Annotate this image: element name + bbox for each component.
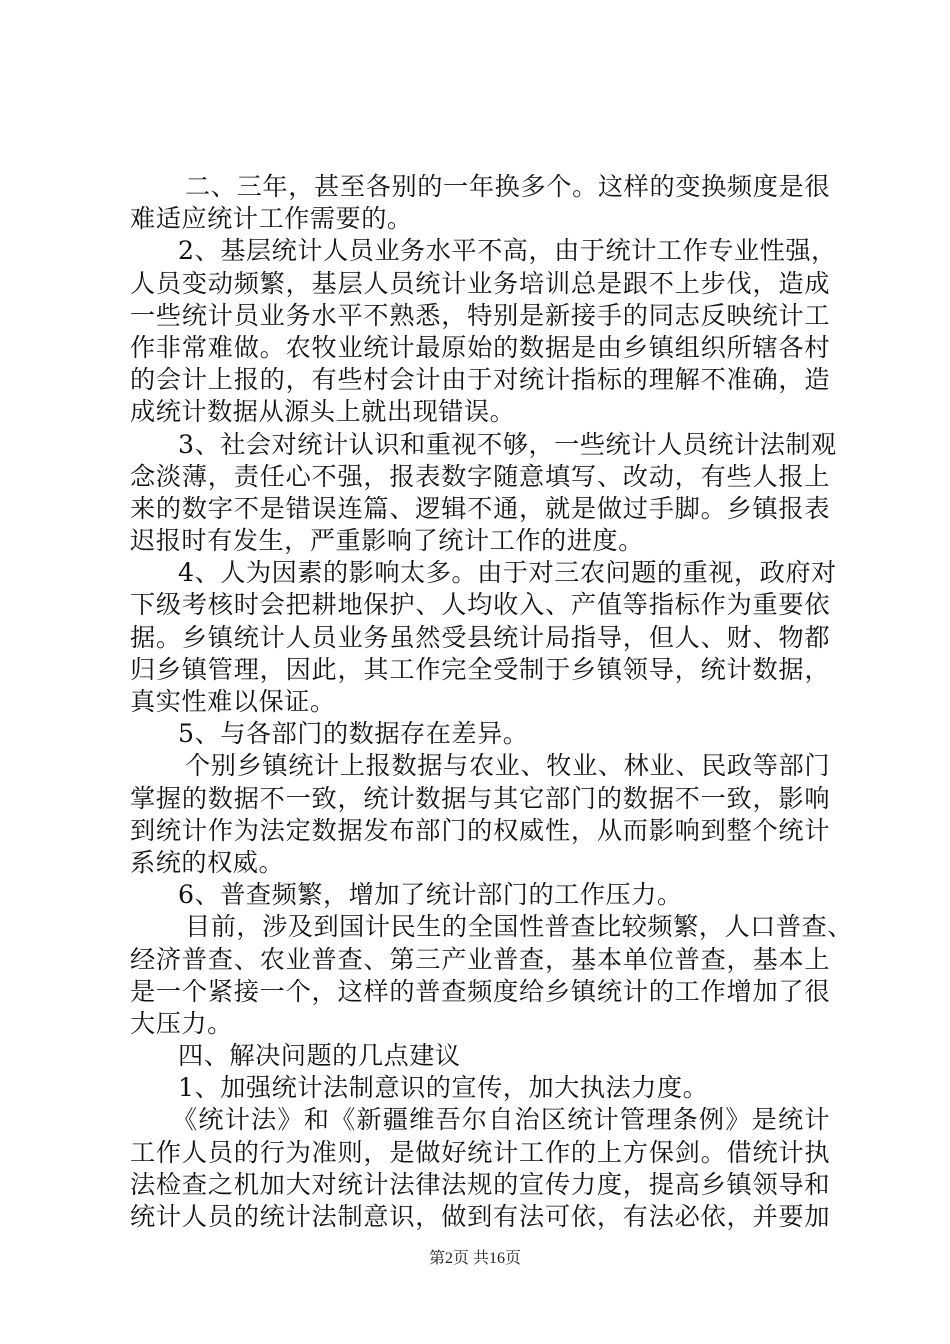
text-line: 一些统计员业务水平不熟悉，特别是新接手的同志反映统计工 <box>130 300 830 330</box>
text-line: 经济普查、农业普查、第三产业普查，基本单位普查，基本上 <box>130 944 830 974</box>
section-heading: 6、普查频繁，增加了统计部门的工作压力。 <box>178 880 683 910</box>
text-line: 目前，涉及到国计民生的全国性普查比较频繁，人口普查、 <box>185 912 853 942</box>
text-line: 的会计上报的，有些村会计由于对统计指标的理解不准确，造 <box>130 365 830 395</box>
text-line: 下级考核时会把耕地保护、人均收入、产值等指标作为重要依 <box>130 590 830 620</box>
text-line: 4、人为因素的影响太多。由于对三农问题的重视，政府对 <box>178 558 837 588</box>
text-line: 工作人员的行为准则，是做好统计工作的上方保剑。借统计执 <box>130 1137 830 1167</box>
text-line: 大压力。 <box>130 1008 233 1038</box>
text-line: 法检查之机加大对统计法律法规的宣传力度，提高乡镇领导和 <box>130 1169 830 1199</box>
text-line: 据。乡镇统计人员业务虽然受县统计局指导，但人、财、物都 <box>130 622 830 652</box>
section-heading: 5、与各部门的数据存在差异。 <box>178 719 529 749</box>
section-heading: 1、加强统计法制意识的宣传，加大执法力度。 <box>178 1073 709 1103</box>
section-heading: 四、解决问题的几点建议 <box>178 1041 461 1071</box>
document-body <box>130 171 853 1233</box>
text-line: 真实性难以保证。 <box>130 687 336 716</box>
text-line: 念淡薄，责任心不强，报表数字随意填写、改动，有些人报上 <box>130 461 830 491</box>
text-line: 是一个紧接一个，这样的普查频度给乡镇统计的工作增加了很 <box>130 976 830 1006</box>
text-line: 来的数字不是错误连篇、逻辑不通，就是做过手脚。乡镇报表 <box>130 493 830 523</box>
text-line: 成统计数据从源头上就出现错误。 <box>130 397 516 427</box>
text-line: 3、社会对统计认识和重视不够，一些统计人员统计法制观 <box>178 429 837 459</box>
text-line: 迟报时有发生，严重影响了统计工作的进度。 <box>130 526 644 556</box>
text-line: 系统的权威。 <box>130 847 285 877</box>
text-line: 2、基层统计人员业务水平不高，由于统计工作专业性强， <box>178 236 837 266</box>
text-line: 难适应统计工作需要的。 <box>130 204 413 234</box>
text-line: 二、三年，甚至各别的一年换多个。这样的变换频度是很 <box>185 172 830 201</box>
page-number-footer: 第2页 共16页 <box>428 1250 521 1267</box>
text-line: 人员变动频繁，基层人员统计业务培训总是跟不上步伐，造成 <box>130 268 830 298</box>
text-line: 作非常难做。农牧业统计最原始的数据是由乡镇组织所辖各村 <box>130 332 830 362</box>
text-line: 《统计法》和《新疆维吾尔自治区统计管理条例》是统计 <box>172 1105 830 1135</box>
text-line: 到统计作为法定数据发布部门的权威性，从而影响到整个统计 <box>130 815 830 845</box>
text-line: 个别乡镇统计上报数据与农业、牧业、林业、民政等部门 <box>185 751 830 781</box>
text-line: 掌握的数据不一致，统计数据与其它部门的数据不一致，影响 <box>130 783 830 813</box>
text-line: 归乡镇管理，因此，其工作完全受制于乡镇领导，统计数据， <box>130 654 830 684</box>
text-line: 统计人员的统计法制意识，做到有法可依，有法必依，并要加 <box>130 1202 830 1231</box>
